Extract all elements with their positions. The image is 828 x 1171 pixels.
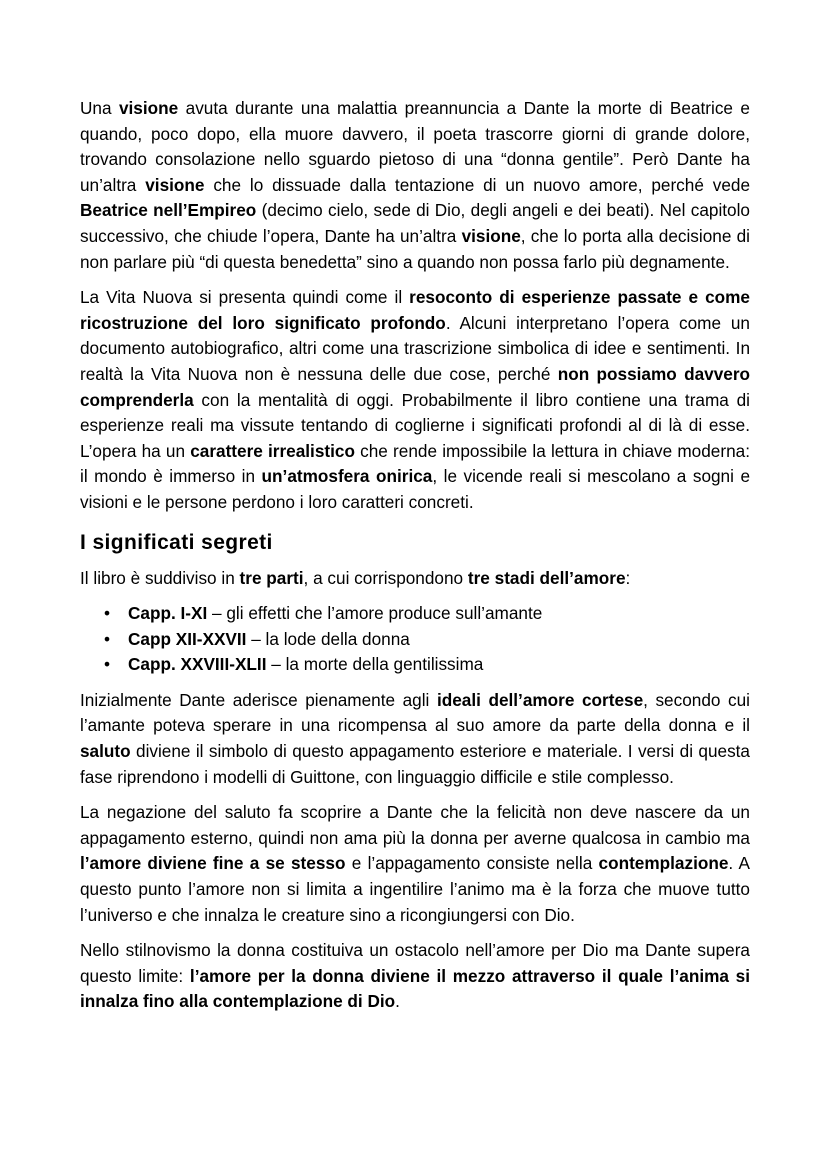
text-run: Il libro è suddiviso in	[80, 567, 240, 588]
bold-run: resoconto di esperienze passate e come ricostruzione del loro significato profondo	[80, 287, 750, 333]
paragraph-tre-parti	[80, 566, 750, 592]
bold-run: visione	[461, 225, 521, 246]
text-run: La Vita Nuova si presenta quindi come il	[80, 287, 410, 308]
bold-run: visione	[145, 174, 205, 195]
section-heading: I significati segreti	[80, 530, 273, 554]
bold-run: carattere irrealistico	[190, 440, 355, 461]
bold-run: contemplazione	[598, 853, 729, 874]
paragraph-stilnovismo	[80, 938, 750, 1015]
bold-run: tre parti	[239, 567, 304, 588]
paragraph-amore-cortese	[80, 688, 750, 790]
text-run: e l’appagamento consiste nella	[345, 853, 599, 874]
bold-run: Beatrice nell’Empireo	[80, 200, 257, 221]
text-run: , a cui corrispondono	[303, 567, 468, 588]
text-run: .	[395, 991, 400, 1012]
chapters-list	[80, 601, 750, 678]
text-run: Una	[80, 98, 119, 118]
bold-run: non possiamo davvero comprenderla	[80, 363, 751, 410]
text-run: avuta durante una malattia preannuncia a Dante la morte di Beatrice e quando, poco dopo, ella muore davvero, il poeta trascorre giorni di grande dolore, trovando consolazione nello sguardo pietoso di una “donna gentile”. Però Dante ha un’altra	[80, 98, 750, 195]
list-item-text: – gli effetti che l’amore produce sull’amante	[207, 603, 543, 624]
text-run: , secondo cui l’amante poteva sperare in una ricompensa al suo amore da parte della donna e il	[80, 689, 750, 736]
bold-run: l’amore diviene fine a se stesso	[80, 853, 346, 874]
text-run: Inizialmente Dante aderisce pienamente agli	[80, 689, 437, 710]
list-item	[104, 652, 750, 678]
text-run: Nello stilnovismo la donna costituiva un ostacolo nell’amore per Dio ma Dante supera questo limite:	[80, 940, 750, 986]
list-item-title: Capp. I-XI	[128, 603, 208, 624]
bold-run: ideali dell’amore cortese	[436, 689, 644, 710]
list-item	[104, 601, 750, 627]
bold-run: l’amore per la donna diviene il mezzo attraverso il quale l’anima si innalza fino alla contemplazione di Dio	[80, 965, 750, 1012]
bullet-icon: •	[104, 603, 111, 624]
bold-run: visione	[118, 98, 179, 118]
text-run: diviene il simbolo di questo appagamento esteriore e materiale. I versi di questa fase riprendono i modelli di Guittone, con linguaggio difficile e stile complesso.	[80, 741, 750, 787]
text-run: . A questo punto l’amore non si limita a ingentilire l’animo ma è la forza che muove tutto l’universo e che innalza le creature sino a ricongiungersi con Dio.	[80, 853, 750, 925]
list-item-title: Capp XII-XXVII	[128, 628, 247, 649]
text-run: , le vicende reali si mescolano a sogni e visioni e le persone perdono i loro caratteri concreti.	[80, 466, 751, 512]
text-run: . Alcuni interpretano l’opera come un documento autobiografico, altri come una trascrizione simbolica di idee e sentimenti. In realtà la Vita Nuova non è nessuna delle due cose, perché	[80, 312, 750, 384]
bold-run: un’atmosfera onirica	[261, 466, 433, 487]
bold-run: tre stadi dell’amore	[467, 567, 626, 588]
text-run: :	[625, 567, 631, 588]
text-run: con la mentalità di oggi. Probabilmente il libro contiene una trama di esperienze reali ma vissute tentando di coglierne i significati profondi al di là di esse. L’opera ha un	[80, 389, 750, 461]
paragraph-vita-nuova	[80, 285, 750, 515]
text-run: , che lo porta alla decisione di non parlare più “di questa benedetta” sino a quando non possa farlo più degnamente.	[80, 225, 750, 272]
text-run: La negazione del saluto fa scoprire a Dante che la felicità non deve nascere da un appagamento esterno, quindi non ama più la donna per averne qualcosa in cambio ma	[80, 802, 750, 848]
text-run: che lo dissuade dalla tentazione di un nuovo amore, perché vede	[204, 174, 751, 195]
text-run: (decimo cielo, sede di Dio, degli angeli e dei beati). Nel capitolo successivo, che chiude l’opera, Dante ha un’altra	[80, 200, 750, 246]
bold-run: saluto	[80, 741, 131, 762]
bullet-icon: •	[104, 654, 111, 675]
text-run: che rende impossibile la lettura in chiave moderna: il mondo è immerso in	[80, 440, 750, 487]
list-item-title: Capp. XXVIII-XLII	[128, 654, 267, 675]
bullet-icon: •	[104, 628, 111, 649]
paragraph-visioni	[80, 96, 750, 275]
paragraph-negazione-saluto	[80, 800, 750, 928]
list-item	[104, 627, 750, 653]
list-item-text: – la lode della donna	[246, 628, 410, 649]
list-item-text: – la morte della gentilissima	[266, 654, 484, 675]
